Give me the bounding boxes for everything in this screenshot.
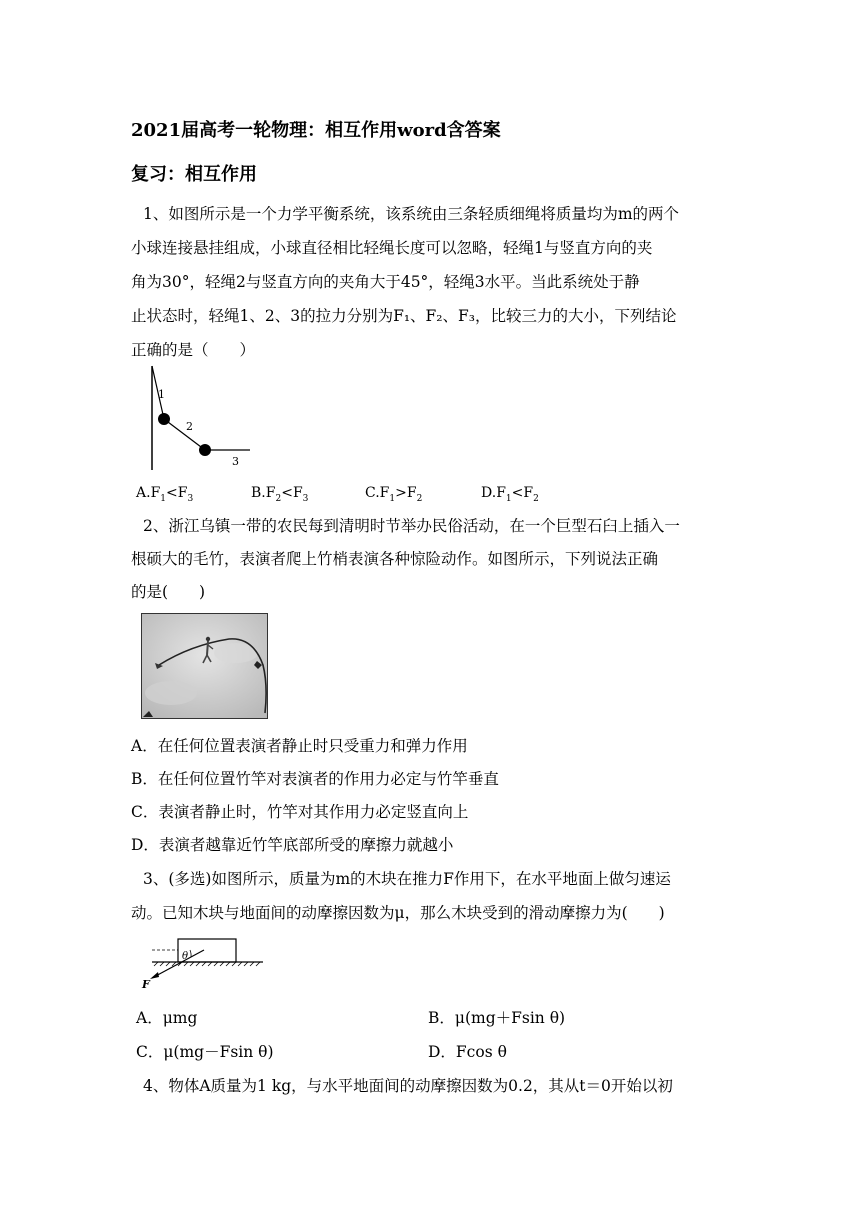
q3-label-force: F <box>142 978 150 991</box>
q1-rope-2 <box>164 419 205 450</box>
q1-option-c-right: F <box>406 485 417 501</box>
q1-option-b-letter: B. <box>251 485 266 501</box>
q2-line-2: 根硕大的毛竹，表演者爬上竹梢表演各种惊险动作。如图所示，下列说法正确 <box>131 550 659 568</box>
q3-option-a: A．μmg <box>136 1009 198 1027</box>
q1-option-a-letter: A. <box>136 485 151 501</box>
q2-option-a: A．在任何位置表演者静止时只受重力和弹力作用 <box>131 737 468 755</box>
q1-option-a-relation: < <box>166 485 178 501</box>
q1-option-d-left: F <box>496 485 506 501</box>
q1-option-d-right: F <box>523 485 534 501</box>
q1-ball-1 <box>158 413 170 425</box>
q1-option-d <box>481 485 539 504</box>
q1-line-1: 1、如图所示是一个力学平衡系统，该系统由三条轻质细绳将质量均为m的两个 <box>143 205 680 223</box>
q1-option-b-left-sub: 2 <box>275 493 282 504</box>
q1-label-rope-3: 3 <box>232 455 239 468</box>
q3-line-1: 3、(多选)如图所示，质量为m的木块在推力F作用下，在水平地面上做匀速运 <box>143 870 671 888</box>
q1-option-b-right: F <box>292 485 303 501</box>
q1-line-2: 小球连接悬挂组成，小球直径相比轻绳长度可以忽略，轻绳1与竖直方向的夹 <box>131 239 653 257</box>
q1-label-rope-2: 2 <box>186 420 193 433</box>
q1-option-c-right-sub: 2 <box>416 493 423 504</box>
q1-option-c <box>365 485 422 504</box>
q1-option-d-letter: D. <box>481 485 497 501</box>
document-title: 2021届高考一轮物理：相互作用word含答案 <box>131 120 501 141</box>
q1-option-a <box>136 485 193 504</box>
q1-option-a-right: F <box>177 485 188 501</box>
q3-line-2: 动。已知木块与地面间的动摩擦因数为μ，那么木块受到的滑动摩擦力为( ) <box>131 904 665 922</box>
q1-option-c-left-sub: 1 <box>389 493 396 504</box>
q1-option-c-left: F <box>379 485 390 501</box>
q2-option-b: B．在任何位置竹竿对表演者的作用力必定与竹竿垂直 <box>131 770 499 788</box>
q1-label-rope-1: 1 <box>158 388 165 401</box>
q1-option-c-letter: C. <box>365 485 380 501</box>
q3-option-d: D．Fcos θ <box>428 1043 507 1061</box>
q2-line-1: 2、浙江乌镇一带的农民每到清明时节举办民俗活动，在一个巨型石臼上插入一 <box>143 517 680 535</box>
q3-label-theta: θ <box>182 951 189 962</box>
q1-option-a-right-sub: 3 <box>187 493 194 504</box>
q1-option-d-relation: < <box>511 485 524 501</box>
q2-line-3: 的是( ) <box>131 583 206 601</box>
q1-option-b <box>251 485 308 504</box>
q3-option-c: C．μ(mg－Fsin θ) <box>136 1043 274 1061</box>
q1-option-b-right-sub: 3 <box>302 493 309 504</box>
q1-ball-2 <box>199 444 211 456</box>
q1-line-4: 止状态时，轻绳1、2、3的拉力分别为F₁、F₂、F₃，比较三力的大小，下列结论 <box>131 307 677 325</box>
q1-line-5: 正确的是（ ） <box>131 341 256 359</box>
q3-block-diagram <box>138 936 268 992</box>
section-title: 复习：相互作用 <box>131 164 257 185</box>
q2-bamboo-photo <box>141 613 268 719</box>
q1-option-a-left-sub: 1 <box>160 493 167 504</box>
q4-line-1: 4、物体A质量为1 kg，与水平地面间的动摩擦因数为0.2，其从t＝0开始以初 <box>143 1077 673 1095</box>
q1-option-a-left: F <box>150 485 161 501</box>
q1-rope-diagram <box>140 362 260 474</box>
q2-option-c: C．表演者静止时，竹竿对其作用力必定竖直向上 <box>131 803 469 821</box>
q1-option-c-relation: > <box>395 485 407 501</box>
q3-option-b: B．μ(mg＋Fsin θ) <box>428 1009 566 1027</box>
q1-line-3: 角为30°，轻绳2与竖直方向的夹角大于45°，轻绳3水平。当此系统处于静 <box>131 273 640 291</box>
q1-option-d-left-sub: 1 <box>505 493 512 504</box>
q1-option-b-relation: < <box>281 485 293 501</box>
q2-option-d: D．表演者越靠近竹竿底部所受的摩擦力就越小 <box>131 836 454 854</box>
q1-option-d-right-sub: 2 <box>533 493 539 504</box>
q1-option-b-left: F <box>265 485 276 501</box>
